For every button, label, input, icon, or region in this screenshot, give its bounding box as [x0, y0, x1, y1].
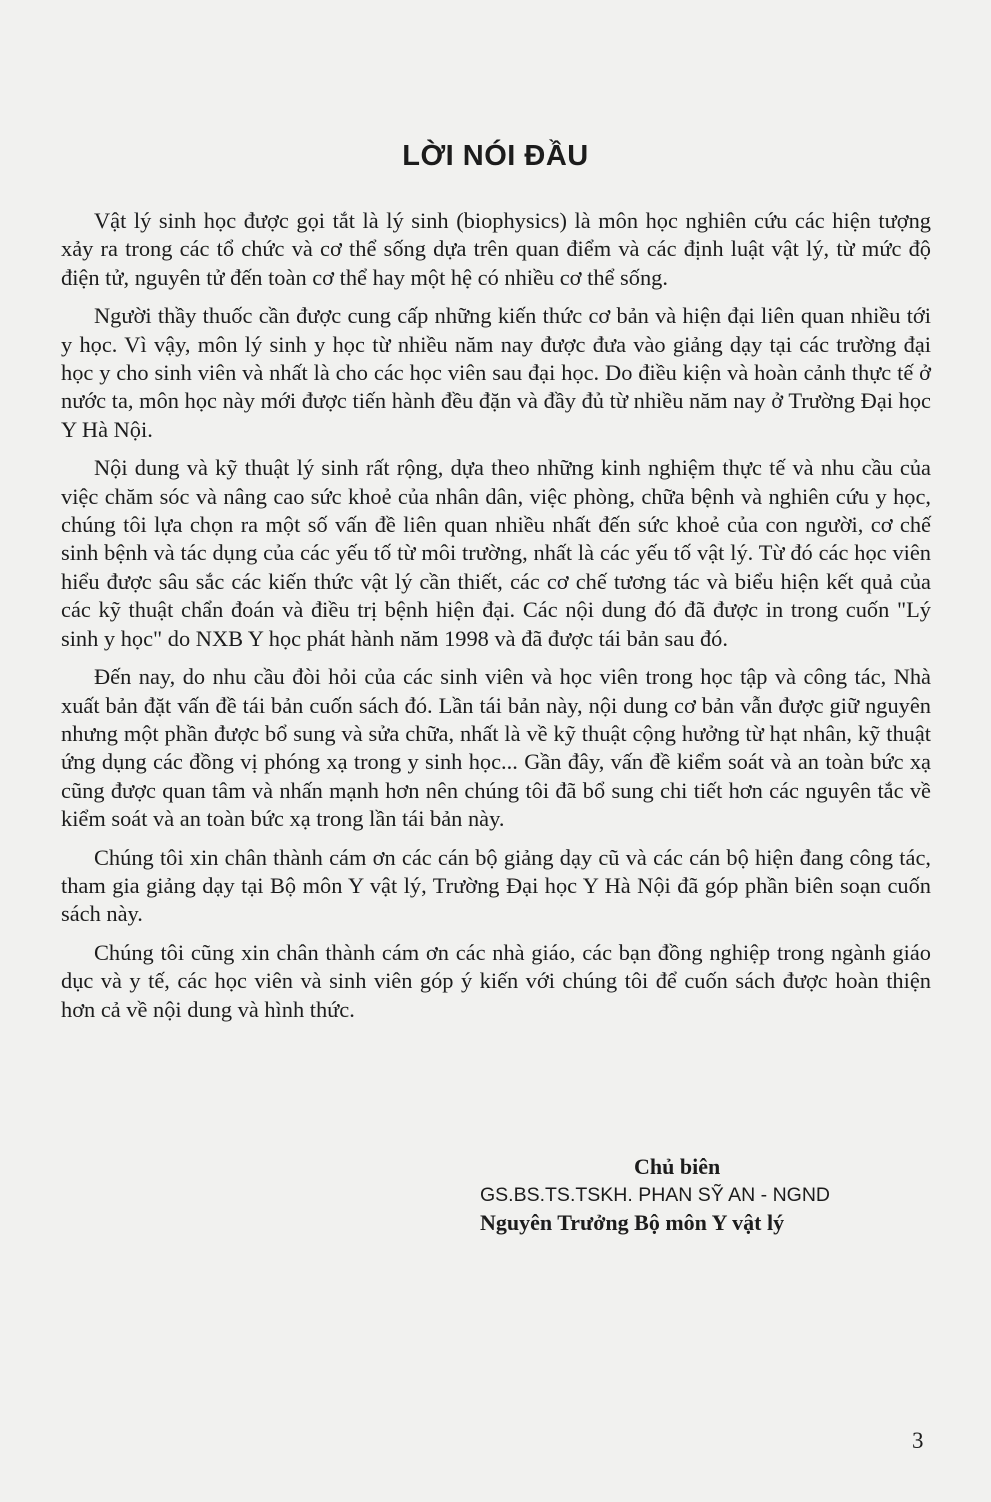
signature-position: Nguyên Trưởng Bộ môn Y vật lý: [480, 1210, 785, 1235]
paragraph-6: Chúng tôi cũng xin chân thành cám ơn các nhà giáo, các bạn đồng nghiệp trong ngành giáo dục và y tế, các học viên và sinh viên góp ý kiến với chúng tôi để cuốn sách được hoàn thiện hơn cả về nội dung và hình thức.: [61, 939, 931, 1022]
paragraph-4: Đến nay, do nhu cầu đòi hỏi của các sinh viên và học viên trong học tập và công tác, Nhà xuất bản đặt vấn đề tái bản cuốn sách đó. Lần tái bản này, nội dung cơ bản vẫn được giữ nguyên nhưng một phần được bổ sung và sửa chữa, nhất là về kỹ thuật cộng hưởng từ hạt nhân, kỹ thuật ứng dụng các đồng vị phóng xạ trong y sinh học... Gần đây, vấn đề kiểm soát và an toàn bức xạ cũng được quan tâm và nhấn mạnh hơn nên chúng tôi đã bổ sung chi tiết hơn các nguyên tắc về kiểm soát và an toàn bức xạ trong lần tái bản này.: [61, 664, 931, 832]
paragraph-2: Người thầy thuốc cần được cung cấp những kiến thức cơ bản và hiện đại liên quan nhiều tới y học. Vì vậy, môn lý sinh y học từ nhiều năm nay được đưa vào giảng dạy tại các trường đại học y cho sinh viên và nhất là cho các học viên sau đại học. Do điều kiện và hoàn cảnh thực tế ở nước ta, môn học này mới được tiến hành đều đặn và đầy đủ từ nhiều năm nay ở Trường Đại học Y Hà Nội.: [61, 303, 931, 442]
signature-role: Chủ biên: [634, 1154, 721, 1179]
signature-block: [480, 1153, 900, 1237]
page-number: 3: [912, 1428, 924, 1453]
paragraph-3: Nội dung và kỹ thuật lý sinh rất rộng, dựa theo những kinh nghiệm thực tế và nhu cầu của việc chăm sóc và nâng cao sức khoẻ của nhân dân, việc phòng, chữa bệnh và nghiên cứu y học, chúng tôi lựa chọn ra một số vấn đề liên quan nhiều nhất đến sức khoẻ của con người, cơ chế sinh bệnh và tác dụng của các yếu tố từ môi trường, nhất là các yếu tố vật lý. Từ đó các học viên hiểu được sâu sắc các kiến thức vật lý cần thiết, các cơ chế tương tác và biểu hiện kết quả của các kỹ thuật chẩn đoán và điều trị bệnh hiện đại. Các nội dung đó đã được in trong cuốn "Lý sinh y học" do NXB Y học phát hành năm 1998 và đã được tái bản sau đó.: [61, 455, 931, 651]
preface-body: [61, 207, 931, 1034]
signature-name: GS.BS.TS.TSKH. PHAN SỸ AN - NGND: [480, 1184, 830, 1206]
paragraph-1: Vật lý sinh học được gọi tắt là lý sinh (biophysics) là môn học nghiên cứu các hiện tượng xảy ra trong các tổ chức và cơ thể sống dựa trên quan điểm và các định luật vật lý, từ mức độ điện tử, nguyên tử đến toàn cơ thể hay một hệ có nhiều cơ thể sống.: [61, 208, 931, 290]
paragraph-5: Chúng tôi xin chân thành cám ơn các cán bộ giảng dạy cũ và các cán bộ hiện đang công tác, tham gia giảng dạy tại Bộ môn Y vật lý, Trường Đại học Y Hà Nội đã góp phần biên soạn cuốn sách này.: [61, 844, 931, 927]
page-title: LỜI NÓI ĐẦU: [402, 140, 589, 172]
